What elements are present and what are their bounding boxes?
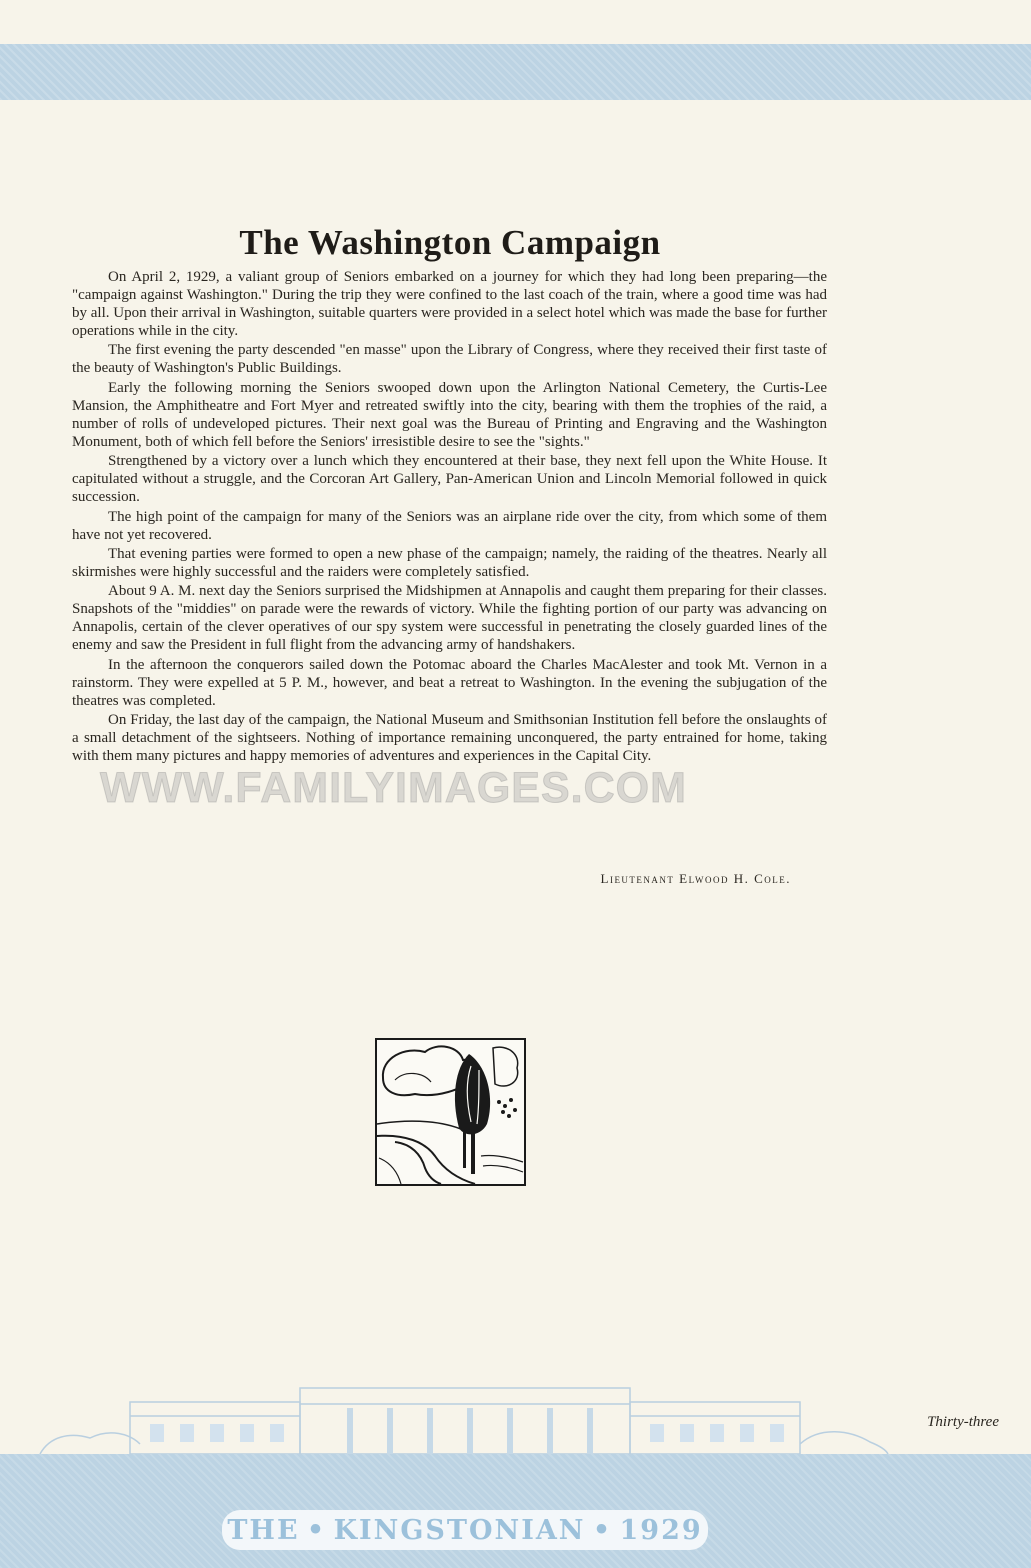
paragraph: That evening parties were formed to open a new phase of the campaign; namely, the raiding of the theatres. Nearly all skirmishes were highly successful and the raiders were completely satisfied. xyxy=(72,545,827,580)
footer-title: THE • KINGSTONIAN • 1929 xyxy=(227,1514,703,1546)
paragraph: In the afternoon the conquerors sailed down the Potomac aboard the Charles MacAlester and took Mt. Vernon in a rainstorm. They were expelled at 5 P. M., however, and beat a retreat to Washington. In the evening the subjugation of the theatres was completed. xyxy=(72,656,827,709)
paragraph: About 9 A. M. next day the Seniors surprised the Midshipmen at Annapolis and caught them preparing for their classes. Snapshots of the "middies" on parade were the rewards of victory. While the fighting portion of our party was advancing on Annapolis, certain of the clever operatives of our spy system were successful in penetrating the closely guarded lines of the enemy and saw the President in full flight from the advancing army of handshakers. xyxy=(72,583,827,654)
building-illustration xyxy=(30,1382,890,1454)
article-body xyxy=(72,268,827,767)
watermark: WWW.FAMILYIMAGES.COM xyxy=(100,764,687,812)
paragraph: The high point of the campaign for many of the Seniors was an airplane ride over the city, from which some of them have not yet recovered. xyxy=(72,508,827,543)
paragraph: Early the following morning the Seniors swooped down upon the Arlington National Cemetery, the Curtis-Lee Mansion, the Amphitheatre and Fort Myer and retreated swiftly into the city, bearing with them the trophies of the raid, a number of rolls of undeveloped pictures. Their next goal was the Bureau of Printing and Engraving and the Washington Monument, both of which fell before the Seniors' irresistible desire to see the "sights." xyxy=(72,379,827,450)
tree-vignette-illustration xyxy=(375,1038,526,1186)
paragraph: On Friday, the last day of the campaign, the National Museum and Smithsonian Institution fell before the onslaughts of a small detachment of the sightseers. Nothing of importance remaining unconquered, the party entrained for home, taking with them many pictures and happy memories of adventures and experiences in the Capital City. xyxy=(72,712,827,765)
top-decorative-band xyxy=(0,44,1031,100)
footer-banner xyxy=(222,1510,708,1550)
page-title: The Washington Campaign xyxy=(239,223,661,263)
paragraph: On April 2, 1929, a valiant group of Seniors embarked on a journey for which they had long been preparing—the "campaign against Washington." During the trip they were confined to the last coach of the train, where a good time was had by all. Upon their arrival in Washington, suitable quarters were provided in a select hotel which was made the base for further operations while in the city. xyxy=(72,269,827,339)
page-number: Thirty-three xyxy=(927,1414,999,1430)
paragraph: Strengthened by a victory over a lunch which they encountered at their base, they next fell upon the White House. It capitulated without a struggle, and the Corcoran Art Gallery, Pan-American Union and Lincoln Memorial followed in quick succession. xyxy=(72,453,827,506)
paragraph: The first evening the party descended "en masse" upon the Library of Congress, where they received their first taste of the beauty of Washington's Public Buildings. xyxy=(72,342,827,377)
author-signature: Lieutenant Elwood H. Cole. xyxy=(600,871,791,886)
